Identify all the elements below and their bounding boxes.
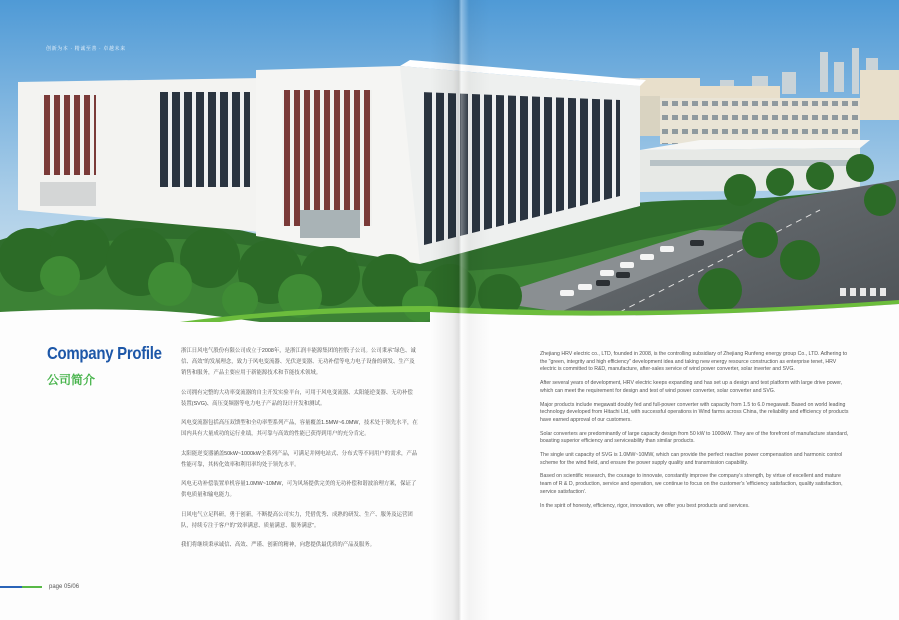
photo-tagline: 创新为本 · 精诚至善 · 卓越未来 bbox=[46, 46, 126, 52]
en-paragraph-3: Major products include megawatt doubly fed and full-power converter with capacity from 1.5 to 6.0 megawatt. Based on world leading technology developed from Hitachi Ltd, with successful operations in Wind farms across China, the reliability and efficiency of products have earned approval of our customers. bbox=[540, 401, 849, 423]
page-number: page 05/06 bbox=[49, 584, 80, 590]
heading-company-profile-cn: 公司简介 bbox=[47, 373, 96, 387]
english-body-column bbox=[540, 351, 849, 516]
en-paragraph-1: Zhejiang HRV electric co., LTD, founded in 2008, is the controlling subsidiary of Zhejiang Runfeng energy group Co., LTD. Adhering to the "green, integrity and high efficiency" development idea and taking new energy resource construction as enterprise tenet, HRV electric is committed to R&D, manufacture, after-sales service of wind power converter, solar inverter and SVG. bbox=[540, 351, 848, 373]
cn-paragraph-6: 日风电气立足科研，勇于创新，不断提高公司实力，凭借优秀、成熟的研发、生产、服务及运营团队，持续专注于客户的“效率满意、质量满意、服务满意”。 bbox=[181, 511, 413, 529]
cn-paragraph-1: 浙江日风电气股份有限公司成立于2008年，是浙江润丰能源集团的控股子公司。公司秉承“绿色、诚信、高效”的发展理念，致力于风电变流器、光伏逆变器、无功补偿等电力电子设备的研发、生产及销售和服务，产品主要应用于新能源技术和节能技术领域。 bbox=[181, 348, 416, 376]
footer-accent-line bbox=[0, 586, 42, 588]
cn-paragraph-4: 太阳能逆变器涵盖50kW~1000kW全系列产品，可满足并网电站式、分布式等不同用户的需求，产品性能可靠，其转化效率和利用率均处于领先水平。 bbox=[181, 450, 418, 468]
heading-company-profile: Company Profile bbox=[47, 344, 162, 364]
cn-paragraph-5: 风电无功补偿装置单机容量1.0MW~10MW，可为风场提供完美的无功补偿和谐波治理方案，保证了供电质量和输电能力。 bbox=[181, 481, 417, 498]
cn-paragraph-7: 我们将继续秉承诚信、高效、严谨、创新的精神，向您提供最优质的产品及服务。 bbox=[181, 542, 376, 548]
chinese-body-column bbox=[181, 346, 418, 560]
en-paragraph-2: After several years of development, HRV electric keeps expanding and has set up a design and test platform with large drive power, which can meet the requirement for design and test of wind power converter, solar converter and SVG. bbox=[540, 380, 843, 394]
en-paragraph-7: In the spirit of honesty, efficiency, rigor, innovation, we offer you best products and services. bbox=[540, 502, 750, 509]
en-paragraph-5: The single unit capacity of SVG is 1.0MW~10MW, which can provide the perfect reactive power compensation and harmonic control scheme for the wind field, and ensure the power supply quality and transmission capability. bbox=[540, 452, 843, 466]
en-paragraph-4: Solar converters are predominantly of large capacity design from 50 kW to 1000kW. They are of the forefront of manufacture standard, boasting superior efficiency and serviceability than similar products. bbox=[540, 430, 849, 445]
en-paragraph-6: Based on scientific research, the courage to innovate, constantly improve the company's strength, by virtue of excellent and mature team of R & D, production, service and operation, we continue to focus on the customer's 'efficiency satisfaction, quality satisfaction, service satisfaction'. bbox=[540, 473, 843, 495]
cn-paragraph-3: 风电变流器包括高压双馈型和全功率型系列产品，容量覆盖1.5MW~6.0MW，技术处于领先水平，在国内具有大量成功的运行业绩，其可靠与高效的性能已获得到用户的充分肯定。 bbox=[181, 420, 418, 437]
cn-paragraph-2: 公司拥有完整的大功率变流器的自主开发实验平台，可用于风电变流器、太阳能逆变器、无功补偿装置(SVG)、高压变频器等电力电子产品的设计开发和测试。 bbox=[181, 389, 413, 407]
